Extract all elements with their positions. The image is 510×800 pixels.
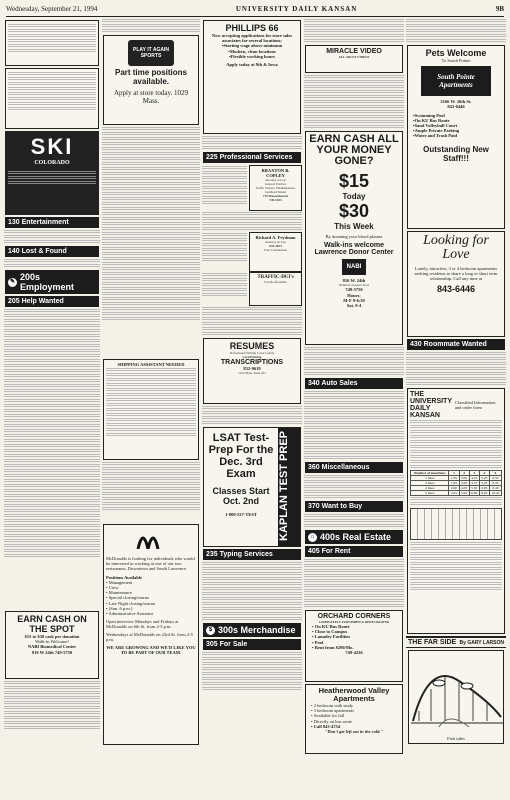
ad-brief-1	[5, 20, 99, 66]
earn-cash-phone: 816 W 24th 749-5750	[31, 649, 73, 655]
heatherwood-bullet: • Call 843-4754	[311, 723, 341, 729]
nabi-address: 816 W. 24th	[342, 278, 366, 284]
play-it-again-ad	[103, 35, 199, 125]
rates-cell: 10.45	[489, 491, 501, 496]
earn-cash-title: EARN CASH ON THE SPOT	[17, 614, 87, 634]
traffic-sub: Fast & affordable	[264, 280, 287, 284]
rates-cell: 5 lines	[411, 491, 449, 496]
frydman-phone: 843-4023	[269, 244, 282, 248]
heatherwood-quote: "Don't get left out in the cold."	[324, 729, 384, 735]
heatherwood-bullet: • 3 bedroom apartments	[311, 708, 354, 714]
phillips-body: Now accepting applications for store sales associates for several locations:	[212, 33, 292, 44]
orchard-title: ORCHARD CORNERS	[317, 613, 391, 620]
earn-plasma: By donating your blood plasma	[325, 234, 383, 239]
miracle-title: MIRACLE VIDEO	[326, 48, 382, 55]
braxton-title: Attorney at Law	[265, 178, 286, 182]
looking-body: Lonely, attractive, 3 or 4 bedroom apartments seeking residents to share a long or short term relationship. Call any time at	[414, 266, 498, 282]
frydman-free: Free Consultation	[264, 248, 287, 252]
phillips-66-ad	[203, 20, 301, 134]
position-item: • Crew	[106, 585, 119, 591]
nabi-area: Behind Lawrence Ford	[339, 283, 369, 288]
section-title: 235 Typing Services	[206, 551, 273, 558]
braxton-copley-ad	[249, 165, 302, 211]
rates-cell: 3.05	[461, 476, 468, 480]
positions-list	[106, 580, 196, 616]
section-title: 430 Roommate Wanted	[410, 341, 487, 348]
looking-phone: 843-6446	[436, 283, 476, 294]
mcd-intro: McDonalds is looking for individuals who would be interested in working at one of our two restaurants, Downtown and South Lawrence.	[106, 556, 195, 572]
orchard-corners-ad	[305, 610, 403, 682]
earn-cash-plasma-ad	[305, 131, 403, 345]
earn-this-week: This Week	[334, 222, 374, 231]
col2-listings	[102, 127, 200, 357]
ski-subtitle: COLORADO	[34, 160, 70, 166]
page-header	[6, 2, 504, 17]
section-title: 200s Employment	[19, 272, 74, 292]
column-5	[406, 18, 506, 796]
far-side-header	[406, 636, 506, 648]
looking-for-love-ad	[407, 231, 505, 337]
south-bullet: •Sand Volleyball Court	[413, 123, 458, 129]
rates-cell: 5.25	[481, 476, 488, 480]
pets-sub: To South Pointe	[441, 58, 471, 63]
house-icon: ⌂	[308, 533, 317, 542]
shipping-assistant-ad	[103, 359, 199, 460]
section-real-estate	[305, 530, 403, 544]
rates-col-header: 1	[449, 471, 459, 476]
nabi-hours-weekday: M-F 9-6:30	[343, 297, 365, 303]
earn-amount-1: $15	[338, 171, 370, 191]
classified-header	[410, 391, 502, 419]
rates-cell: 1 lines	[411, 476, 449, 481]
outstanding-staff: Outstanding New Staff!!!	[423, 144, 489, 163]
heatherwood-bullet: • 2 bedroom with study	[311, 703, 354, 708]
orchard-bullet: • Pool	[312, 639, 324, 645]
cart-icon: $	[206, 626, 215, 635]
section-prof-services	[203, 152, 301, 163]
section-title: 130 Entertainment	[8, 219, 69, 226]
resumes-sub: Professional Writing Cover Letters	[229, 351, 275, 355]
orchard-bullet: • On KU Bus Route	[312, 624, 350, 629]
south-bullet: •Ample Private Parking	[413, 128, 460, 134]
positions-title: Positions Available	[106, 574, 143, 580]
rates-cell: 1.95	[450, 481, 458, 485]
position-item: • Management	[106, 579, 133, 585]
frydman-title: Attorney At Law	[264, 240, 287, 244]
nabi-phone: 749-5750	[345, 287, 363, 293]
resumes-title: RESUMES	[229, 341, 275, 351]
rates-cell: 3.25	[450, 491, 458, 495]
orchard-bullet: • Rent from $290/Mo.	[312, 644, 354, 650]
section-merchandise	[203, 623, 301, 637]
section-title: 140 Lost & Found	[8, 248, 67, 255]
traffic-dui-ad	[249, 272, 302, 306]
issue-date: Wednesday, September 21, 1994	[6, 5, 98, 13]
rates-col-header: 2	[459, 471, 469, 476]
section-for-sale	[203, 639, 301, 650]
kaplan-body	[204, 428, 278, 546]
rates-cell: 4 lines	[411, 486, 449, 491]
south-address: 2166 W. 26th St.	[440, 99, 472, 105]
ski-colorado-ad	[5, 131, 99, 215]
frydman-name: Richard A. Frydman	[255, 235, 296, 240]
braxton-area: General Practice	[264, 182, 287, 186]
wednesdays: Wednesdays at McDonalds on 23rd St. from 2-5 p.m.	[106, 631, 193, 642]
earn-cash-spot-ad	[5, 611, 99, 679]
rates-cell: 8.65	[481, 491, 488, 495]
miracle-sub: ALL ADULT VIDEOS	[338, 55, 370, 59]
far-side-cartoon	[408, 650, 504, 744]
rates-cell: 5.25	[481, 481, 488, 485]
south-bullet: •On KU Bus Route	[413, 117, 450, 123]
miracle-video-ad	[305, 45, 403, 73]
rates-cell: 5.05	[461, 491, 468, 495]
phillips-bullet: •Flexible working hours	[228, 53, 276, 59]
rates-cell: 1.95	[450, 476, 458, 480]
rates-col-header: 3	[469, 471, 479, 476]
section-auto-sales	[305, 378, 403, 389]
position-item: • Late Night closing/tourna	[106, 600, 155, 606]
rates-cell: 6.85	[471, 491, 478, 495]
section-employment	[5, 270, 99, 294]
column-1	[4, 18, 100, 796]
rates-cell: 8.40	[489, 486, 501, 491]
prof-services-text	[202, 165, 247, 211]
mcdonalds-arches-icon	[136, 529, 166, 549]
ski-title: SKI	[30, 134, 74, 159]
section-for-rent	[305, 546, 403, 557]
mcdonalds-ad	[103, 524, 199, 745]
transcriptions-address: 1012 Mass. Suite 201	[238, 371, 266, 376]
braxton-address: 719 Massachusetts	[262, 194, 289, 198]
ad-copy-grid[interactable]	[410, 508, 502, 540]
fish-rides-drawing-icon	[409, 651, 504, 731]
section-title: 405 For Rent	[308, 548, 351, 555]
rates-table	[410, 470, 502, 496]
south-pointe-ad	[407, 45, 505, 229]
phillips-apply: Apply today at 9th & Iowa	[226, 62, 278, 68]
frydman-text	[202, 232, 247, 272]
heatherwood-bullet: • Available for fall	[311, 713, 345, 719]
rates-cell: 2.60	[450, 486, 458, 490]
rates-cell: 6.35	[489, 481, 501, 486]
rates-cell: 6.95	[481, 486, 488, 490]
rates-cell: 3.05	[461, 481, 468, 485]
column-2	[102, 18, 200, 796]
south-bullet: •Water and Trash Paid	[413, 133, 457, 139]
pets-title: Pets Welcome	[425, 48, 487, 58]
orchard-bullets	[308, 624, 400, 650]
section-title: 340 Auto Sales	[308, 380, 358, 387]
play-it-again-logo: PLAY IT AGAIN SPORTS	[128, 40, 174, 66]
walkin-text: Walk-ins welcome	[323, 242, 385, 250]
earn-cash-name: NABI Biomedical Center	[27, 644, 77, 650]
masthead: UNIVERSITY DAILY KANSAN	[235, 5, 358, 13]
rates-cell: 6.35	[489, 476, 501, 481]
nabi-hours-label: Hours:	[347, 292, 361, 298]
column-3	[202, 18, 302, 796]
traffic-row	[202, 272, 302, 306]
south-bullets	[410, 113, 502, 139]
help-wanted-listings	[4, 309, 100, 609]
position-item: • Administrative Assistant	[106, 611, 153, 617]
earn-cash-walkin: Walk-in Welcome!	[35, 639, 69, 645]
rates-col-header: Number of insertions	[411, 471, 449, 476]
earn-cash-headline: EARN CASH ALL YOUR MONEY GONE?	[309, 133, 399, 167]
nabi-logo: NABI	[342, 259, 366, 275]
briefcase-icon: ✎	[9, 278, 15, 285]
section-lost-found	[5, 246, 99, 257]
rates-cell: 4.15	[471, 481, 478, 485]
far-side-caption: Fish rides	[447, 736, 465, 741]
position-item: • Maintenance	[106, 590, 132, 596]
orchard-phone: 749-4226	[345, 650, 363, 656]
section-title: 225 Professional Services	[206, 154, 293, 161]
kaplan-vertical-label: KAPLAN TEST PREP	[278, 428, 300, 546]
section-roommate	[407, 339, 505, 350]
section-title: 305 For Sale	[206, 641, 248, 648]
earn-cash-amount: $15 to $30 cash per donation	[24, 634, 80, 639]
kansan-logo: THE UNIVERSITY DAILY KANSAN	[410, 391, 452, 419]
nabi-hours-saturday: Sat. 9-4	[346, 303, 362, 309]
south-pointe-logo: South Pointe Apartments	[421, 66, 491, 96]
open-interview: Open interview Mondays and Fridays at McDonalds on 6th St. from 2-5 p.m.	[106, 619, 179, 630]
far-side-title: THE FAR SIDE	[408, 639, 457, 646]
south-phone: 843-6446	[447, 104, 465, 110]
page-number: 9B	[495, 5, 504, 13]
col2-listings-2	[102, 462, 200, 522]
resumes-company: Lord Printing	[242, 355, 262, 359]
apply-text: Apply at store today. 1029 Mass.	[113, 89, 188, 105]
braxton-name: BRAXTON B. COPLEY	[261, 168, 290, 178]
ad-brief-2	[5, 68, 99, 129]
looking-title: Looking for Love	[423, 233, 489, 262]
rates-cell: 5.50	[471, 486, 478, 490]
orchard-sub: COMPLETELY FURNISHED & REDECORATED	[318, 620, 390, 624]
section-title: 400s Real Estate	[320, 532, 392, 542]
section-help-wanted	[5, 296, 99, 307]
classified-form	[407, 388, 505, 634]
part-time-text: Part time positions available.	[114, 68, 187, 86]
section-misc	[305, 462, 403, 473]
rates-cell: 4.15	[471, 476, 478, 480]
frydman-row	[202, 232, 302, 272]
section-title: 300s Merchandise	[218, 625, 296, 635]
phillips-bullet: •Starting wage above minimum	[221, 43, 283, 49]
prof-services-row	[202, 165, 302, 211]
earn-amount-2: $30	[338, 201, 370, 221]
section-want-to-buy	[305, 501, 403, 512]
column-4	[304, 18, 404, 796]
orchard-bullet: • Laundry Facilities	[312, 634, 351, 640]
lawrence-donor: Lawrence Donor Center	[314, 249, 394, 257]
section-title: 205 Help Wanted	[8, 298, 64, 305]
traffic-title: TRAFFIC-DUI's	[257, 275, 294, 280]
rates-row	[411, 491, 502, 496]
section-title: 360 Miscellaneous	[308, 464, 370, 471]
phillips-bullet: •Modern, clean locations	[228, 48, 276, 54]
earn-today: Today	[342, 192, 366, 201]
lsat-title: LSAT Test-Prep For the Dec. 3rd Exam	[208, 432, 274, 480]
heatherwood-bullets	[308, 703, 400, 729]
lsat-classes: Classes Start Oct. 2nd	[212, 486, 270, 506]
phillips-title: PHILLIPS 66	[225, 23, 279, 33]
we-grow: WE ARE GROWING AND WE'D LIKE YOU TO BE PART OF OUR TEAM.	[106, 645, 196, 656]
position-item: • (Sun. 6 p.m.)	[106, 605, 133, 611]
heatherwood-ad	[305, 684, 403, 754]
south-bullet: •Swimming Pool	[413, 112, 445, 118]
section-title: 370 Want to Buy	[308, 503, 363, 510]
resumes-ad	[203, 338, 301, 404]
section-typing	[203, 549, 301, 560]
heatherwood-title: Heatherwood Valley Apartments	[318, 686, 390, 703]
classified-title: Classified Information and order form	[454, 399, 496, 410]
traffic-text	[202, 272, 247, 306]
lsat-phone: 1-800-527-TEST	[225, 512, 257, 517]
rates-col-header: 5	[489, 471, 501, 476]
position-item: • Special closing/tourna	[106, 595, 149, 601]
transcriptions-phone: 832-0619	[243, 366, 261, 371]
rates-cell: 4.05	[461, 486, 468, 490]
far-side-author: By GARY LARSON	[459, 639, 504, 646]
frydman-ad	[249, 232, 302, 272]
orchard-bullet: • Close to Campus	[312, 629, 348, 635]
shipping-headline: SHIPPING ASSISTANT NEEDED	[117, 362, 185, 367]
heatherwood-bullet: • Directly on bus route	[311, 718, 352, 724]
kaplan-lsat-ad	[203, 427, 301, 547]
braxton-cases: Traffic Tickets, Misdemeanors, Landlord/Tenant	[255, 186, 296, 194]
braxton-phone: 749-5333	[269, 198, 282, 202]
rates-col-header: 4	[479, 471, 489, 476]
section-entertainment	[5, 217, 99, 228]
transcriptions-title: TRANSCRIPTIONS	[220, 359, 284, 366]
rates-cell: 3 lines	[411, 481, 449, 486]
